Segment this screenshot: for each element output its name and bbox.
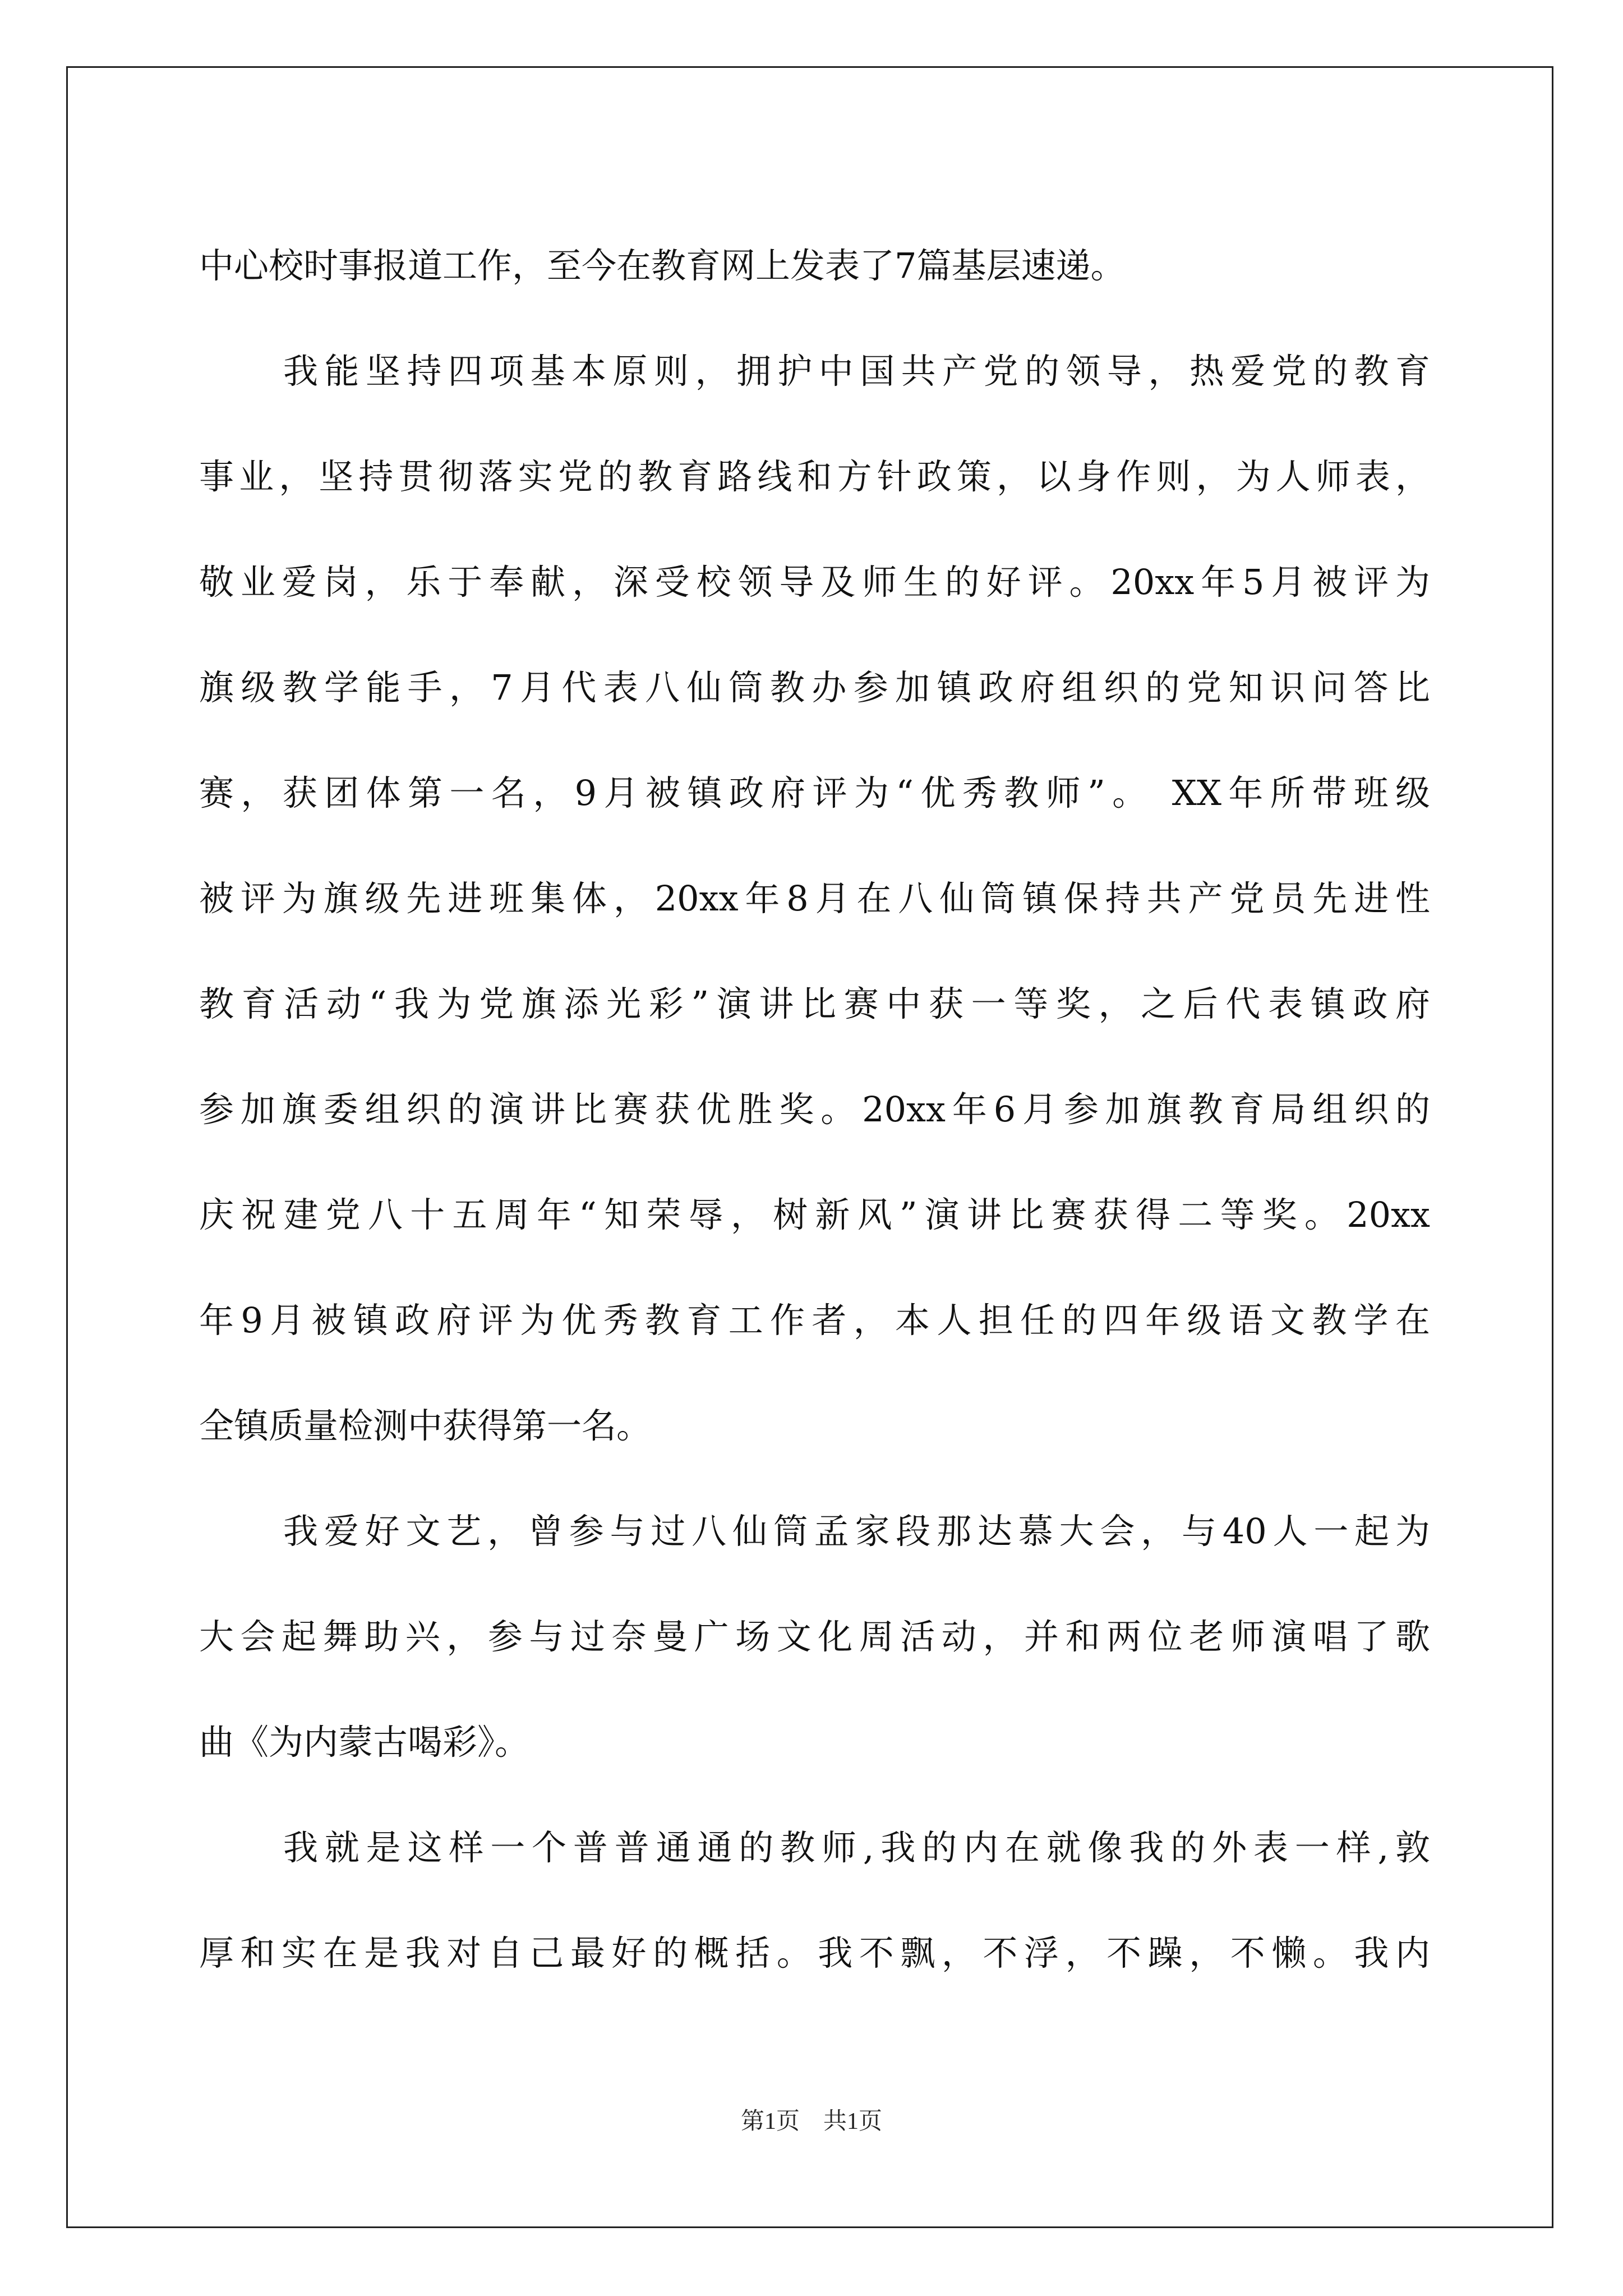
text-line: 庆祝建党八十五周年“知荣辱，树新风”演讲比赛获得二等奖。20xx	[199, 1194, 1430, 1235]
text-line: 敬业爱岗，乐于奉献，深受校领导及师生的好评。20xx年5月被评为	[199, 562, 1430, 602]
text-line: 年9月被镇政府评为优秀教育工作者，本人担任的四年级语文教学在	[199, 1300, 1430, 1341]
paragraph-first-line: 我就是这样一个普普通通的教师,我的内在就像我的外表一样,敦	[283, 1827, 1430, 1868]
paragraph-first-line: 我能坚持四项基本原则，拥护中国共产党的领导，热爱党的教育	[283, 351, 1430, 392]
page-footer: 第1页 共1页	[740, 2109, 882, 2134]
document-body	[199, 213, 1430, 2006]
text-line: 赛，获团体第一名，9月被镇政府评为“优秀教师”。 XX年所带班级	[199, 772, 1430, 813]
text-line: 全镇质量检测中获得第一名。	[199, 1405, 652, 1446]
text-line: 教育活动“我为党旗添光彩”演讲比赛中获一等奖，之后代表镇政府	[199, 983, 1430, 1024]
text-line: 厚和实在是我对自己最好的概括。我不飘，不浮，不躁，不懒。我内	[199, 1932, 1430, 1973]
text-line: 大会起舞助兴，参与过奈曼广场文化周活动，并和两位老师演唱了歌	[199, 1616, 1430, 1657]
text-line: 参加旗委组织的演讲比赛获优胜奖。20xx年6月参加旗教育局组织的	[199, 1089, 1430, 1130]
text-line: 曲《为内蒙古喝彩》。	[199, 1722, 530, 1763]
text-line: 事业，坚持贯彻落实党的教育路线和方针政策，以身作则，为人师表，	[199, 456, 1430, 497]
paragraph-first-line: 我爱好文艺，曾参与过八仙筒孟家段那达慕大会，与40人一起为	[283, 1511, 1430, 1552]
text-line: 被评为旗级先进班集体，20xx年8月在八仙筒镇保持共产党员先进性	[199, 878, 1430, 919]
text-line: 中心校时事报道工作，至今在教育网上发表了7篇基层速递。	[199, 245, 1126, 286]
text-line: 旗级教学能手，7月代表八仙筒教办参加镇政府组织的党知识问答比	[199, 667, 1430, 708]
